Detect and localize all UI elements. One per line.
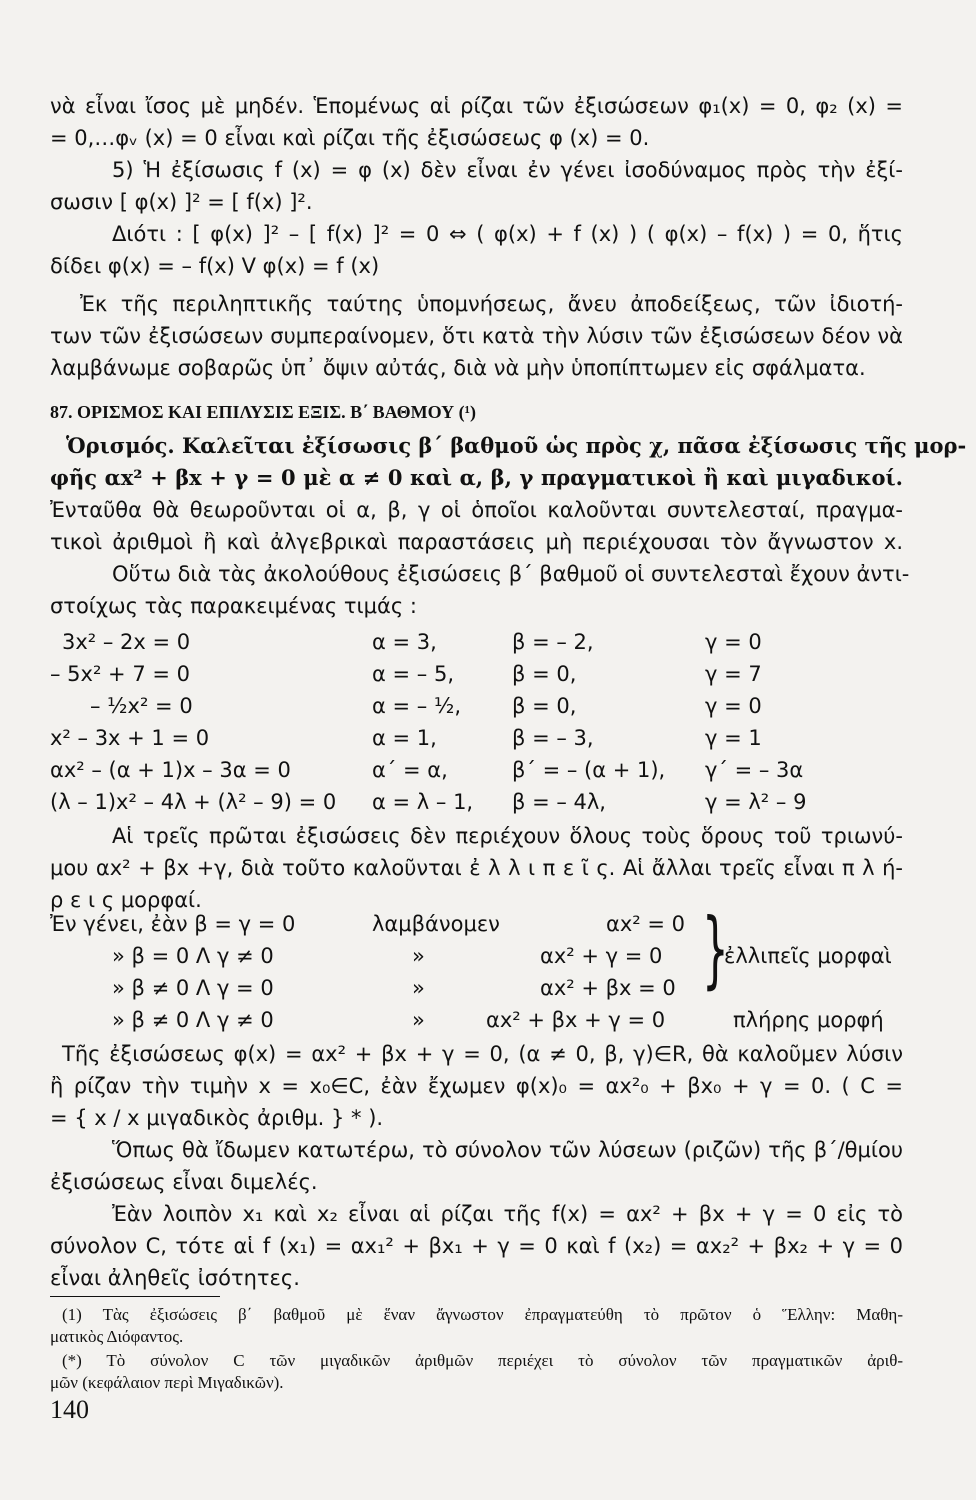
coef-a: α = λ – 1, (372, 790, 474, 814)
text-line: Ἐκ τῆς περιληπτικῆς ταύτης ὑπομνήσεως, ἄνευ ἀποδείξεως, τῶν ἰδιοτή- (80, 292, 903, 316)
text-line: Ὅπως θὰ ἴδωμεν κατωτέρω, τὸ σύνολον τῶν λύσεων (ριζῶν) τῆς β΄/θμίου (112, 1138, 903, 1162)
text-line: Αἱ τρεῖς πρῶται ἐξισώσεις δὲν περιέχουν ὅλους τοὺς ὅρους τοῦ τριωνύ- (112, 824, 903, 848)
definition-line: φῆς αx² + βx + γ = 0 μὲ α ≠ 0 καὶ α, β, γ πραγματικοὶ ἢ καὶ μιγαδικοί. (50, 465, 903, 490)
text-line: νὰ εἶναι ἴσος μὲ μηδέν. Ἑπομένως αἱ ρίζαι τῶν ἐξισώσεων φ₁(x) = 0, φ₂ (x) = (50, 94, 903, 118)
text-line: Τῆς ἐξισώσεως φ(x) = αx² + βx + γ = 0, (α ≠ 0, β, γ)∈R, θὰ καλοῦμεν λύσιν (62, 1042, 903, 1066)
equation: x² – 3x + 1 = 0 (50, 726, 210, 750)
coef-a: α΄ = α, (372, 758, 448, 782)
equation: – ½x² = 0 (90, 694, 193, 718)
text-line: σωσιν [ φ(x) ]² = [ f(x) ]². (50, 190, 313, 214)
coef-a: α = 1, (372, 726, 437, 750)
coef-b: β = – 3, (512, 726, 594, 750)
text-line: στοίχως τὰς παρακειμένας τιμάς : (50, 594, 417, 618)
case-verb: » (412, 1008, 425, 1032)
coef-c: γ = 7 (705, 662, 762, 686)
case-verb: λαμβάνομεν (372, 912, 500, 936)
coef-b: β = 0, (512, 662, 577, 686)
equation: (λ – 1)x² – 4λ + (λ² – 9) = 0 (50, 790, 337, 814)
equation: 3x² – 2x = 0 (62, 630, 191, 654)
coef-a: α = – ½, (372, 694, 461, 718)
equation: αx² – (α + 1)x – 3α = 0 (50, 758, 291, 782)
page-number: 140 (50, 1395, 89, 1424)
text-line: ἢ ρίζαν τὴν τιμὴν x = x₀∈C, ἐὰν ἔχωμεν φ(x)₀ = αx²₀ + βx₀ + γ = 0. ( C = (50, 1074, 903, 1098)
coef-c: γ = 0 (705, 630, 762, 654)
text-line: μου αx² + βx +γ, διὰ τοῦτο καλοῦνται ἐ λ λ ι π ε ῖ ς. Αἱ ἄλλαι τρεῖς εἶναι π λ ή- (50, 856, 903, 880)
coef-b: β΄ = – (α + 1), (512, 758, 666, 782)
footnote: ματικὸς Διόφαντος. (50, 1327, 184, 1346)
coef-c: γ΄ = – 3α (705, 758, 804, 782)
case-condition: Ἐν γένει, ἐὰν β = γ = 0 (50, 912, 296, 936)
full-form-label: πλήρης μορφή (733, 1008, 884, 1032)
section-heading: 87. ΟΡΙΣΜΟΣ ΚΑΙ ΕΠΙΛΥΣΙΣ ΕΞΙΣ. Β΄ ΒΑΘΜΟΥ (¹) (50, 402, 477, 422)
case-verb: » (412, 944, 425, 968)
case-form: αx² + βx = 0 (540, 976, 676, 1000)
coef-c: γ = 1 (705, 726, 762, 750)
footnote-rule (50, 1296, 220, 1297)
text-line: = 0,…φᵥ (x) = 0 εἶναι καὶ ρίζαι τῆς ἐξισώσεως φ (x) = 0. (50, 126, 650, 150)
elliptic-label: ἐλλιπεῖς μορφαὶ (724, 944, 892, 968)
coef-a: α = – 5, (372, 662, 455, 686)
text-line: λαμβάνωμε σοβαρῶς ὑπ᾽ ὄψιν αὐτάς, διὰ νὰ μὴν ὑποπίπτωμεν εἰς σφάλματα. (50, 356, 866, 380)
brace-symbol: } (702, 900, 729, 998)
text-line: ρ ε ι ς μορφαί. (50, 888, 202, 912)
text-line: Διότι : [ φ(x) ]² – [ f(x) ]² = 0 ⇔ ( φ(x) + f (x) ) ( φ(x) – f(x) ) = 0, ἥτις (112, 222, 903, 246)
case-form: αx² + γ = 0 (540, 944, 663, 968)
case-condition: » β = 0 Λ γ ≠ 0 (112, 944, 274, 968)
definition-line: Ὁρισμός. Καλεῖται ἐξίσωσις β΄ βαθμοῦ ὡς πρὸς χ, πᾶσα ἐξίσωσις τῆς μορ- (66, 433, 967, 458)
coef-c: γ = λ² – 9 (705, 790, 807, 814)
text-line: των τῶν ἐξισώσεων συμπεραίνομεν, ὅτι κατὰ τὴν λύσιν τῶν ἐξισώσεων δέον νὰ (50, 324, 903, 348)
case-form: αx² = 0 (606, 912, 685, 936)
coef-c: γ = 0 (705, 694, 762, 718)
case-condition: » β ≠ 0 Λ γ = 0 (112, 976, 274, 1000)
text-line: εἶναι ἀληθεῖς ἰσότητες. (50, 1266, 300, 1290)
case-condition: » β ≠ 0 Λ γ ≠ 0 (112, 1008, 274, 1032)
text-line: = { x / x μιγαδικὸς ἀριθμ. } * ). (50, 1106, 384, 1130)
text-line: Οὕτω διὰ τὰς ἀκολούθους ἐξισώσεις β΄ βαθμοῦ οἱ συντελεσταὶ ἔχουν ἀντι- (112, 562, 910, 586)
text-line: σύνολον C, τότε αἱ f (x₁) = αx₁² + βx₁ + γ = 0 καὶ f (x₂) = αx₂² + βx₂ + γ = 0 (50, 1234, 903, 1258)
text-line: ἐξισώσεως εἶναι διμελές. (50, 1170, 318, 1194)
text-line: 5) Ἡ ἐξίσωσις f (x) = φ (x) δὲν εἶναι ἐν γένει ἰσοδύναμος πρὸς τὴν ἐξί- (112, 158, 903, 182)
coef-b: β = – 2, (512, 630, 594, 654)
equation: – 5x² + 7 = 0 (50, 662, 190, 686)
text-line: δίδει φ(x) = – f(x) V φ(x) = f (x) (50, 254, 380, 278)
footnote: (1) Τὰς ἐξισώσεις β΄ βαθμοῦ μὲ ἕναν ἄγνωστον ἐπραγματεύθη τὸ πρῶτον ὁ Ἕλλην: Μαθη- (62, 1305, 903, 1324)
coef-b: β = – 4λ, (512, 790, 606, 814)
coef-a: α = 3, (372, 630, 437, 654)
coef-b: β = 0, (512, 694, 577, 718)
text-line: τικοὶ ἀριθμοὶ ἢ καὶ ἀλγεβρικαὶ παραστάσεις μὴ περιέχουσαι τὸν ἄγνωστον x. (50, 530, 903, 554)
footnote: μῶν (κεφάλαιον περὶ Μιγαδικῶν). (50, 1373, 284, 1392)
text-line: Ἐὰν λοιπὸν x₁ καὶ x₂ εἶναι αἱ ρίζαι τῆς f(x) = αx² + βx + γ = 0 εἰς τὸ (112, 1202, 903, 1226)
text-line: Ἐνταῦθα θὰ θεωροῦνται οἱ α, β, γ οἱ ὁποῖοι καλοῦνται συντελεσταί, πραγμα- (50, 498, 903, 522)
footnote: (*) Τὸ σύνολον C τῶν μιγαδικῶν ἀριθμῶν περιέχει τὸ σύνολον τῶν πραγματικῶν ἀριθ- (62, 1351, 903, 1370)
case-verb: » (412, 976, 425, 1000)
case-form: αx² + βx + γ = 0 (486, 1008, 666, 1032)
